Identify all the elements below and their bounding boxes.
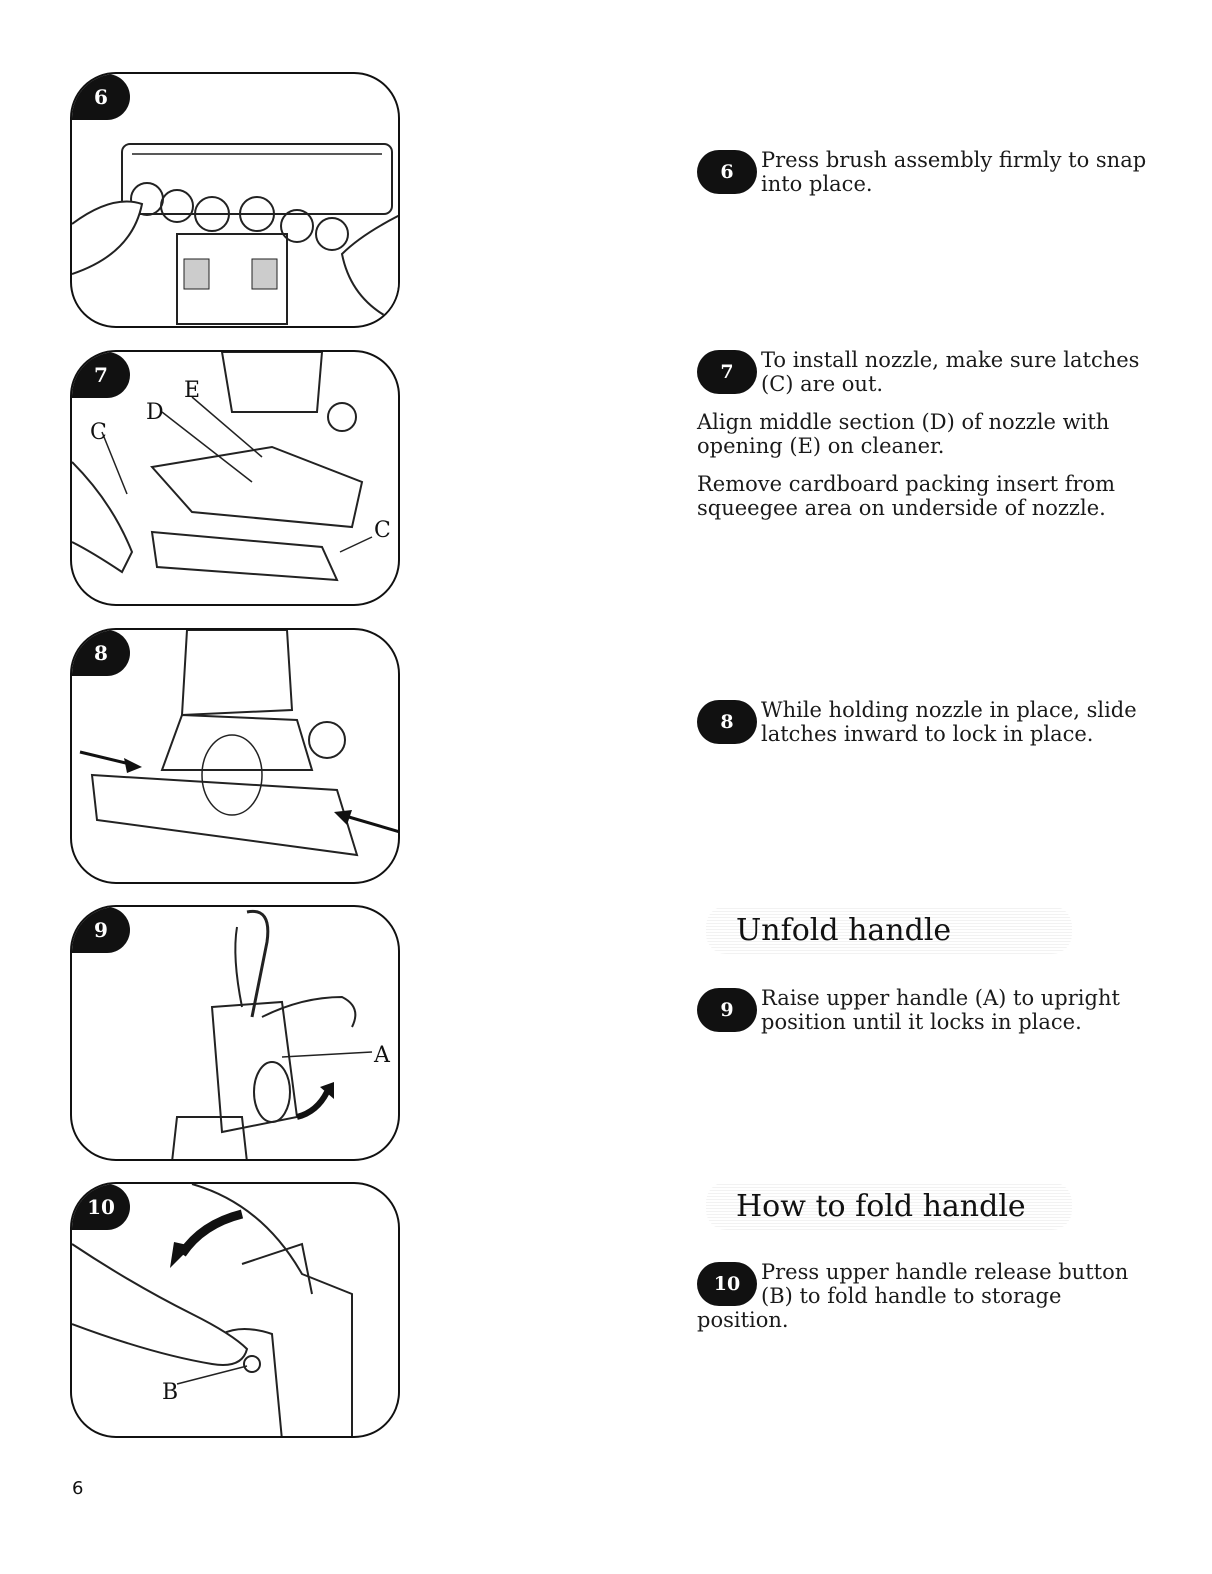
- step-number-badge: 9: [697, 988, 757, 1032]
- step-text: While holding nozzle in place, slide latches inward to lock in place.: [761, 698, 1137, 746]
- callout-label: B: [162, 1380, 179, 1405]
- panel-number-badge: 8: [72, 630, 130, 676]
- step-9: [697, 986, 1147, 1048]
- step-text: Press brush assembly firmly to snap into place.: [761, 148, 1147, 196]
- step-8: [697, 698, 1147, 760]
- step-number-badge: 7: [697, 350, 757, 394]
- illustration-panel-10: [70, 1182, 400, 1438]
- step-paragraph: Align middle section (D) of nozzle with opening (E) on cleaner.: [697, 410, 1110, 458]
- illustration-panel-8: [70, 628, 400, 884]
- panel-number-badge: 9: [72, 907, 130, 953]
- illustration-panel-9: [70, 905, 400, 1161]
- callout-label: C: [90, 420, 107, 445]
- step-text: Raise upper handle (A) to upright position until it locks in place.: [761, 986, 1120, 1034]
- page-number: 6: [72, 1478, 84, 1499]
- step-6: [697, 148, 1147, 210]
- panel-number-badge: 6: [72, 74, 130, 120]
- step-paragraph: Remove cardboard packing insert from squeegee area on underside of nozzle.: [697, 472, 1116, 520]
- step-number-badge: 10: [697, 1262, 757, 1306]
- panel-number-badge: 10: [72, 1184, 130, 1230]
- section-heading-fold: How to fold handle: [706, 1182, 1072, 1230]
- step-text: To install nozzle, make sure latches (C) are out.: [761, 348, 1140, 396]
- step-10: [697, 1260, 1147, 1346]
- section-heading-unfold: Unfold handle: [706, 906, 1072, 954]
- callout-label: D: [146, 400, 164, 425]
- illustration-panel-6: [70, 72, 400, 328]
- step-number-badge: 6: [697, 150, 757, 194]
- callout-label: E: [184, 378, 201, 403]
- step-number-badge: 8: [697, 700, 757, 744]
- panel-number-badge: 7: [72, 352, 130, 398]
- step-text: Press upper handle release button (B) to fold handle to storage position.: [697, 1260, 1129, 1332]
- callout-label: A: [374, 1043, 390, 1068]
- step-7: [697, 348, 1147, 534]
- illustration-panel-7: [70, 350, 400, 606]
- callout-label: C: [374, 518, 391, 543]
